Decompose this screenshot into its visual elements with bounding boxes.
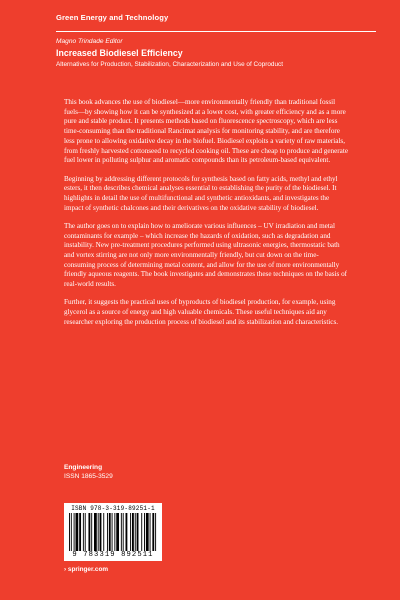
- book-header: [56, 31, 376, 69]
- book-title: Increased Biodiesel Efficiency: [56, 48, 183, 58]
- barcode-bars-icon: [68, 513, 158, 551]
- issn-label: ISSN 1865-3529: [64, 473, 113, 480]
- footer-info: [64, 463, 113, 481]
- editor-line: [56, 37, 376, 47]
- blurb-paragraph: Further, it suggests the practical uses of byproducts of biodiesel production, for example, using glycerol as a source of energy and high valuable chemicals. These useful techniques aid any researcher exploring the production process of biodiesel and its stabilization and characteristics.: [64, 298, 339, 326]
- blurb-paragraph: Beginning by addressing different protocols for synthesis based on fatty acids, methyl and ethyl esters, it then describes chemical analyses essential to establishing the purity of the biodiesel. It highlights in detail the use of multifunctional and synthetic antioxidants, and investigates the impact of synthetic chalcones and their derivatives on the oxidative stability of biodiesel.: [64, 174, 338, 212]
- series-title: Green Energy and Technology: [56, 13, 169, 22]
- barcode: [64, 503, 162, 561]
- subject-label: Engineering: [64, 464, 103, 471]
- ean-digits: 9 783319 892511: [72, 551, 154, 559]
- editor-role: Editor: [105, 38, 123, 45]
- blurb-paragraph: This book advances the use of biodiesel—more environmentally friendly than traditional fossil fuels—by showing how it can be synthesized at a lower cost, with greater efficiency and as a more pure and stable product. It presents methods based on fluorescence spectroscopy, which are less time-consuming than the traditional Rancimat analysis for monitoring stability, and are therefore less prone to allowing oxidative decay in the biofuel. Biodiesel exploits a variety of raw materials, from freshly harvested cottonseed to recycled cooking oil. These are cheap to produce and generate fuel lower in polluting sulphur and aromatic compounds than its petroleum-based equivalent.: [64, 98, 348, 165]
- publisher-url[interactable]: › springer.com: [64, 566, 109, 573]
- book-subtitle: Alternatives for Production, Stabilization, Characterization and Use of Coproduct: [56, 61, 283, 68]
- isbn-text: ISBN 978-3-319-89251-1: [71, 505, 155, 512]
- blurb-paragraph: The author goes on to explain how to ameliorate various influences – UV irradiation and metal contaminants for example – which increase the hazards of oxidation, such as degradation and instability. New pre-treatment procedures performed using ultrasonic energies, thermostatic bath and vortex stirring are not only more environmentally friendly, but cut down on the time-consuming process of determining metal content, and allow for the use of more environmentally friendly aqueous reagents. The book investigates and demonstrates these techniques on the basis of real-world results.: [64, 221, 348, 289]
- blurb: [64, 98, 348, 336]
- editor-name: Magno Trindade: [56, 38, 104, 45]
